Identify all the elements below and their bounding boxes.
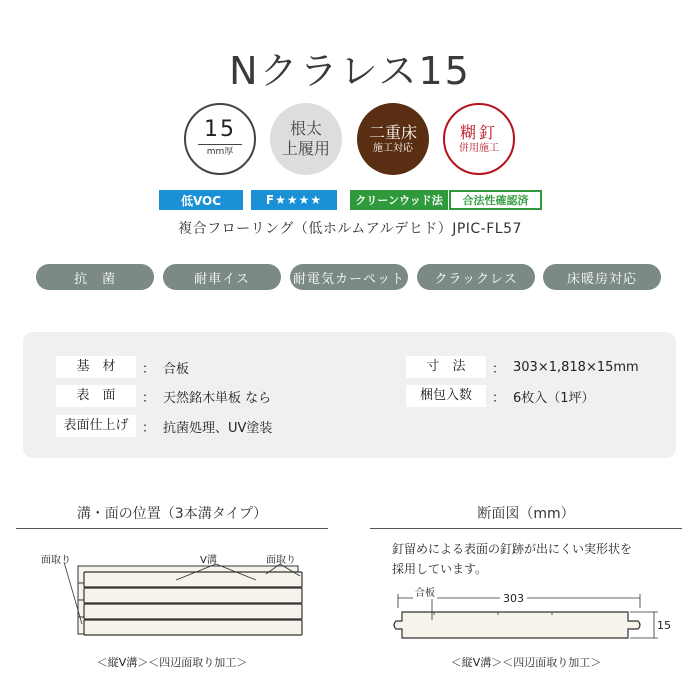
thickness-badge (184, 103, 256, 175)
spec-row-dimensions: 寸 法 ： 303×1,818×15mm (406, 356, 639, 378)
double-floor-badge (357, 103, 429, 175)
chamfer-label-right: 面取り (266, 555, 296, 566)
thickness-value-label: 15 (657, 619, 671, 632)
groove-caption: ＜縦V溝＞＜四辺面取り加工＞ (96, 656, 248, 669)
feature-electric-carpet: 耐電気カーペット (290, 264, 408, 290)
feature-floor-heating: 床暖房対応 (543, 264, 661, 290)
f-four-star-badge: F★★★★ (251, 190, 337, 210)
thickness-unit: mm厚 (206, 147, 234, 158)
double-floor-line1: 二重床 (368, 122, 417, 142)
cross-section-divider (370, 528, 682, 529)
product-title: Nクラレス15 (229, 49, 471, 93)
product-subtitle: 複合フローリング（低ホルムアルデヒド）JPIC-FL57 (178, 221, 522, 237)
spec-label: 梱包入数 (406, 385, 486, 407)
groove-section-divider (16, 528, 328, 529)
spec-label: 寸 法 (406, 356, 486, 378)
note-line-1: 釘留めによる表面の釘跡が出にくい実形状を (392, 542, 633, 556)
groove-section-heading: 溝・面の位置（3本溝タイプ） (76, 506, 268, 522)
spec-label: 表 面 (56, 385, 136, 407)
width-value: 303 (500, 592, 527, 605)
feature-crackless: クラックレス (417, 264, 535, 290)
spec-row-surface: 表 面 ： 天然銘木単板 なら (56, 385, 271, 407)
spec-value: 抗菌処理、UV塗装 (163, 420, 273, 436)
double-floor-line2: 施工対応 (373, 142, 413, 154)
low-voc-badge: 低VOC (159, 190, 243, 210)
feature-antibacterial: 抗 菌 (36, 264, 154, 290)
spec-label: 表面仕上げ (56, 415, 136, 437)
feature-wheelchair: 耐車イス (163, 264, 281, 290)
spec-label: 基 材 (56, 356, 136, 378)
cross-section-heading: 断面図（mm） (477, 506, 575, 522)
joist-badge-line1: 根太 (289, 119, 322, 138)
joist-badge-line2: 上履用 (281, 139, 330, 158)
glue-nail-badge (443, 103, 515, 175)
glue-nail-line1: 糊釘 (459, 122, 498, 142)
clean-wood-badge: クリーンウッド法 (350, 190, 448, 210)
cross-section-caption: ＜縦V溝＞＜四辺面取り加工＞ (450, 656, 602, 669)
thickness-rule (198, 144, 242, 145)
spec-value: 6枚入（1坪） (513, 390, 595, 406)
cross-section-note (392, 539, 682, 579)
legality-badge: 合法性確認済 (449, 190, 542, 210)
thickness-value: 15 (204, 117, 236, 143)
note-line-2: 採用しています。 (392, 562, 488, 576)
spec-value: 天然銘木単板 なら (163, 390, 272, 406)
spec-row-finish: 表面仕上げ ： 抗菌処理、UV塗装 (56, 415, 272, 437)
spec-row-substrate: 基 材 ： 合板 (56, 356, 189, 378)
spec-value: 303×1,818×15mm (513, 359, 639, 375)
joist-badge (270, 103, 342, 175)
glue-nail-line2: 併用施工 (459, 142, 499, 154)
substrate-label: 合板 (413, 584, 437, 599)
chamfer-label-left: 面取り (41, 555, 71, 566)
spec-value: 合板 (163, 361, 190, 377)
v-groove-label: V溝 (200, 555, 217, 566)
board-profile (394, 612, 640, 638)
spec-row-packing: 梱包入数 ： 6枚入（1坪） (406, 385, 595, 407)
